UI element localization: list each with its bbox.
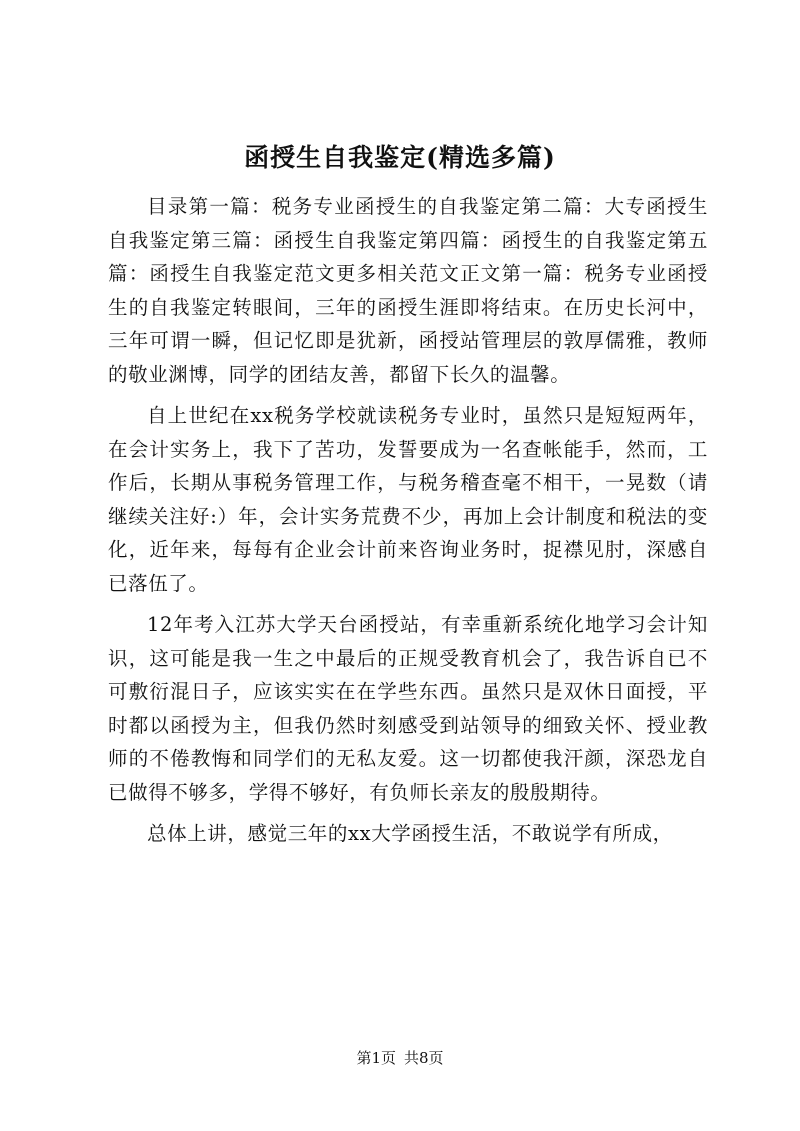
paragraph-2: 自上世纪在xx税务学校就读税务专业时，虽然只是短短两年，在会计实务上，我下了苦功，发誓要成为一名查帐能手，然而，工作后，长期从事税务管理工作，与税务稽查毫不相干，一晃数（请继续关注好:）年，会计实务荒费不少，再加上会计制度和税法的变化，近年来，每每有企业会计前来咨询业务时，捉襟见肘，深感自已落伍了。 bbox=[108, 404, 708, 595]
paragraph-4: 总体上讲，感觉三年的xx大学函授生活，不敢说学有所成， bbox=[147, 822, 673, 845]
page-total: 共8页 bbox=[404, 1049, 444, 1067]
page-number: 第1页 bbox=[356, 1049, 396, 1067]
page-footer bbox=[0, 1048, 800, 1068]
paragraph-1: 目录第一篇：税务专业函授生的自我鉴定第二篇：大专函授生自我鉴定第三篇：函授生自我鉴定第四篇：函授生的自我鉴定第五篇：函授生自我鉴定范文更多相关范文正文第一篇：税务专业函授生的自我鉴定转眼间，三年的函授生涯即将结束。在历史长河中，三年可谓一瞬，但记忆即是犹新，函授站管理层的敦厚儒雅，教师的敬业渊博，同学的团结友善，都留下长久的温馨。 bbox=[108, 195, 708, 386]
paragraph-3: 12年考入江苏大学天台函授站，有幸重新系统化地学习会计知识，这可能是我一生之中最后的正规受教育机会了，我告诉自已不可敷衍混日子，应该实实在在学些东西。虽然只是双休日面授，平时都以函授为主，但我仍然时刻感受到站领导的细致关怀、授业教师的不倦教悔和同学们的无私友爱。这一切都使我汗颜，深恐龙自已做得不够多，学得不够好，有负师长亲友的殷殷期待。 bbox=[108, 613, 708, 804]
document-title: 函授生自我鉴定(精选多篇) bbox=[244, 143, 556, 172]
document-body bbox=[108, 190, 708, 851]
